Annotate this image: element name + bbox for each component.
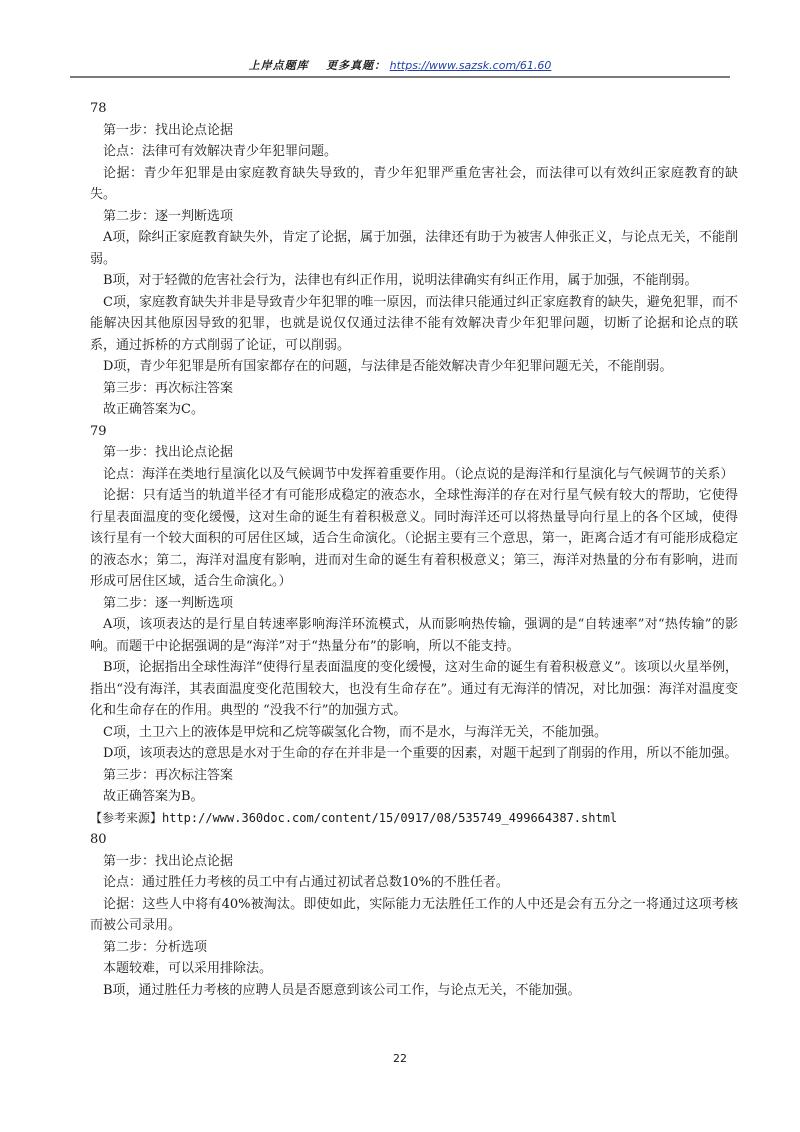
option-d-analysis: D项，该项表达的意思是水对于生命的存在并非是一个重要的因素，对题干起到了削弱的作用，所以不能加强。 (103, 746, 738, 761)
document-body (90, 98, 738, 1001)
note-text: 本题较难，可以采用排除法。 (103, 961, 273, 976)
header-brand: 上岸点题库 (248, 59, 309, 72)
step-heading: 第一步：找出论点论据 (103, 445, 234, 460)
page-header (70, 58, 730, 74)
claim-text: 论点：海洋在类地行星演化以及气候调节中发挥着重要作用。（论点说的是海洋和行星演化与气候调节的关系） (103, 466, 734, 482)
question-number: 80 (90, 832, 107, 847)
step-heading: 第一步：找出论点论据 (103, 122, 234, 138)
reference-source-link[interactable]: 【参考来源】http://www.360doc.com/content/15/0917/08/535749_499664387.shtml (90, 810, 618, 825)
option-b-analysis: B项，论据指出全球性海洋“使得行星表面温度的变化缓慢，这对生命的诞生有着积极意义”。该项以火星举例，指出“没有海洋，其表面温度变化范围较大，也没有生命存在”。通过有无海洋的情况，对比加强：海洋对温度变化和生命存在的作用。典型的 “没我不行”的加强方式。 (90, 660, 738, 718)
option-b-analysis: B项，通过胜任力考核的应聘人员是否愿意到该公司工作，与论点无关，不能加强。 (103, 982, 581, 998)
evidence-text: 论据：这些人中将有40%被淘汰。即使如此，实际能力无法胜任工作的人中还是会有五分之一将通过这项考核而被公司录用。 (90, 896, 738, 933)
claim-text: 论点：通过胜任力考核的员工中有占通过初试者总数10%的不胜任者。 (103, 875, 509, 890)
option-c-analysis: C项，土卫六上的液体是甲烷和乙烷等碳氢化合物，而不是水，与海洋无关，不能加强。 (103, 724, 607, 740)
option-c-analysis: C项，家庭教育缺失并非是导致青少年犯罪的唯一原因，而法律只能通过纠正家庭教育的缺失，避免犯罪，而不能解决因其他原因导致的犯罪，也就是说仅仅通过法律不能有效解决青少年犯罪问题，切断了论据和论点的联系，通过拆桥的方式削弱了论证，可以削弱。 (90, 294, 738, 353)
answer-text: 故正确答案为C。 (103, 402, 204, 417)
option-d-analysis: D项，青少年犯罪是所有国家都存在的问题，与法律是否能效解决青少年犯罪问题无关，不能削弱。 (103, 359, 673, 374)
step-heading: 第二步：逐一判断选项 (103, 595, 234, 611)
option-a-analysis: A项，该项表达的是行星自转速率影响海洋环流模式，从而影响热传输，强调的是“自转速率”对“热传输”的影响。而题干中论据强调的是“海洋”对于“热量分布”的影响，所以不能支持。 (90, 617, 738, 654)
step-heading: 第二步：分析选项 (103, 939, 208, 955)
step-heading: 第三步：再次标注答案 (103, 767, 234, 783)
header-link[interactable]: https://www.sazsk.com/61.60 (389, 59, 552, 72)
header-divider (70, 76, 730, 78)
evidence-text: 论据：青少年犯罪是由家庭教育缺失导致的，青少年犯罪严重危害社会，而法律可以有效纠正家庭教育的缺失。 (90, 165, 738, 202)
answer-text: 故正确答案为B。 (103, 789, 204, 804)
header-more-label: 更多真题： (326, 59, 387, 72)
claim-text: 论点：法律可有效解决青少年犯罪问题。 (103, 144, 338, 159)
evidence-text: 论据：只有适当的轨道半径才有可能形成稳定的液态水，全球性海洋的存在对行星气候有较大的帮助，它使得行星表面温度的变化缓慢，这对生命的诞生有着积极意义。同时海洋还可以将热量导向行星上的各个区域，使得该行星有一个较大面积的可居住区域，适合生命演化。（论据主要有三个意思，第一，距离合适才有可能形成稳定的液态水；第二，海洋对温度有影响，进而对生命的诞生有着积极意义；第三，海洋对热量的分布有影响，进而形成可居住区域，适合生命演化。） (90, 488, 738, 589)
question-number: 79 (90, 423, 107, 439)
step-heading: 第二步：逐一判断选项 (103, 208, 234, 224)
step-heading: 第三步：再次标注答案 (103, 380, 234, 396)
question-number: 78 (90, 101, 107, 116)
step-heading: 第一步：找出论点论据 (103, 853, 234, 869)
page-number: 22 (393, 1052, 407, 1065)
option-a-analysis: A项，除纠正家庭教育缺失外，肯定了论据，属于加强，法律还有助于为被害人伸张正义，与论点无关，不能削弱。 (90, 230, 738, 267)
option-b-analysis: B项，对于轻微的危害社会行为，法律也有纠正作用，说明法律确实有纠正作用，属于加强，不能削弱。 (103, 273, 698, 288)
